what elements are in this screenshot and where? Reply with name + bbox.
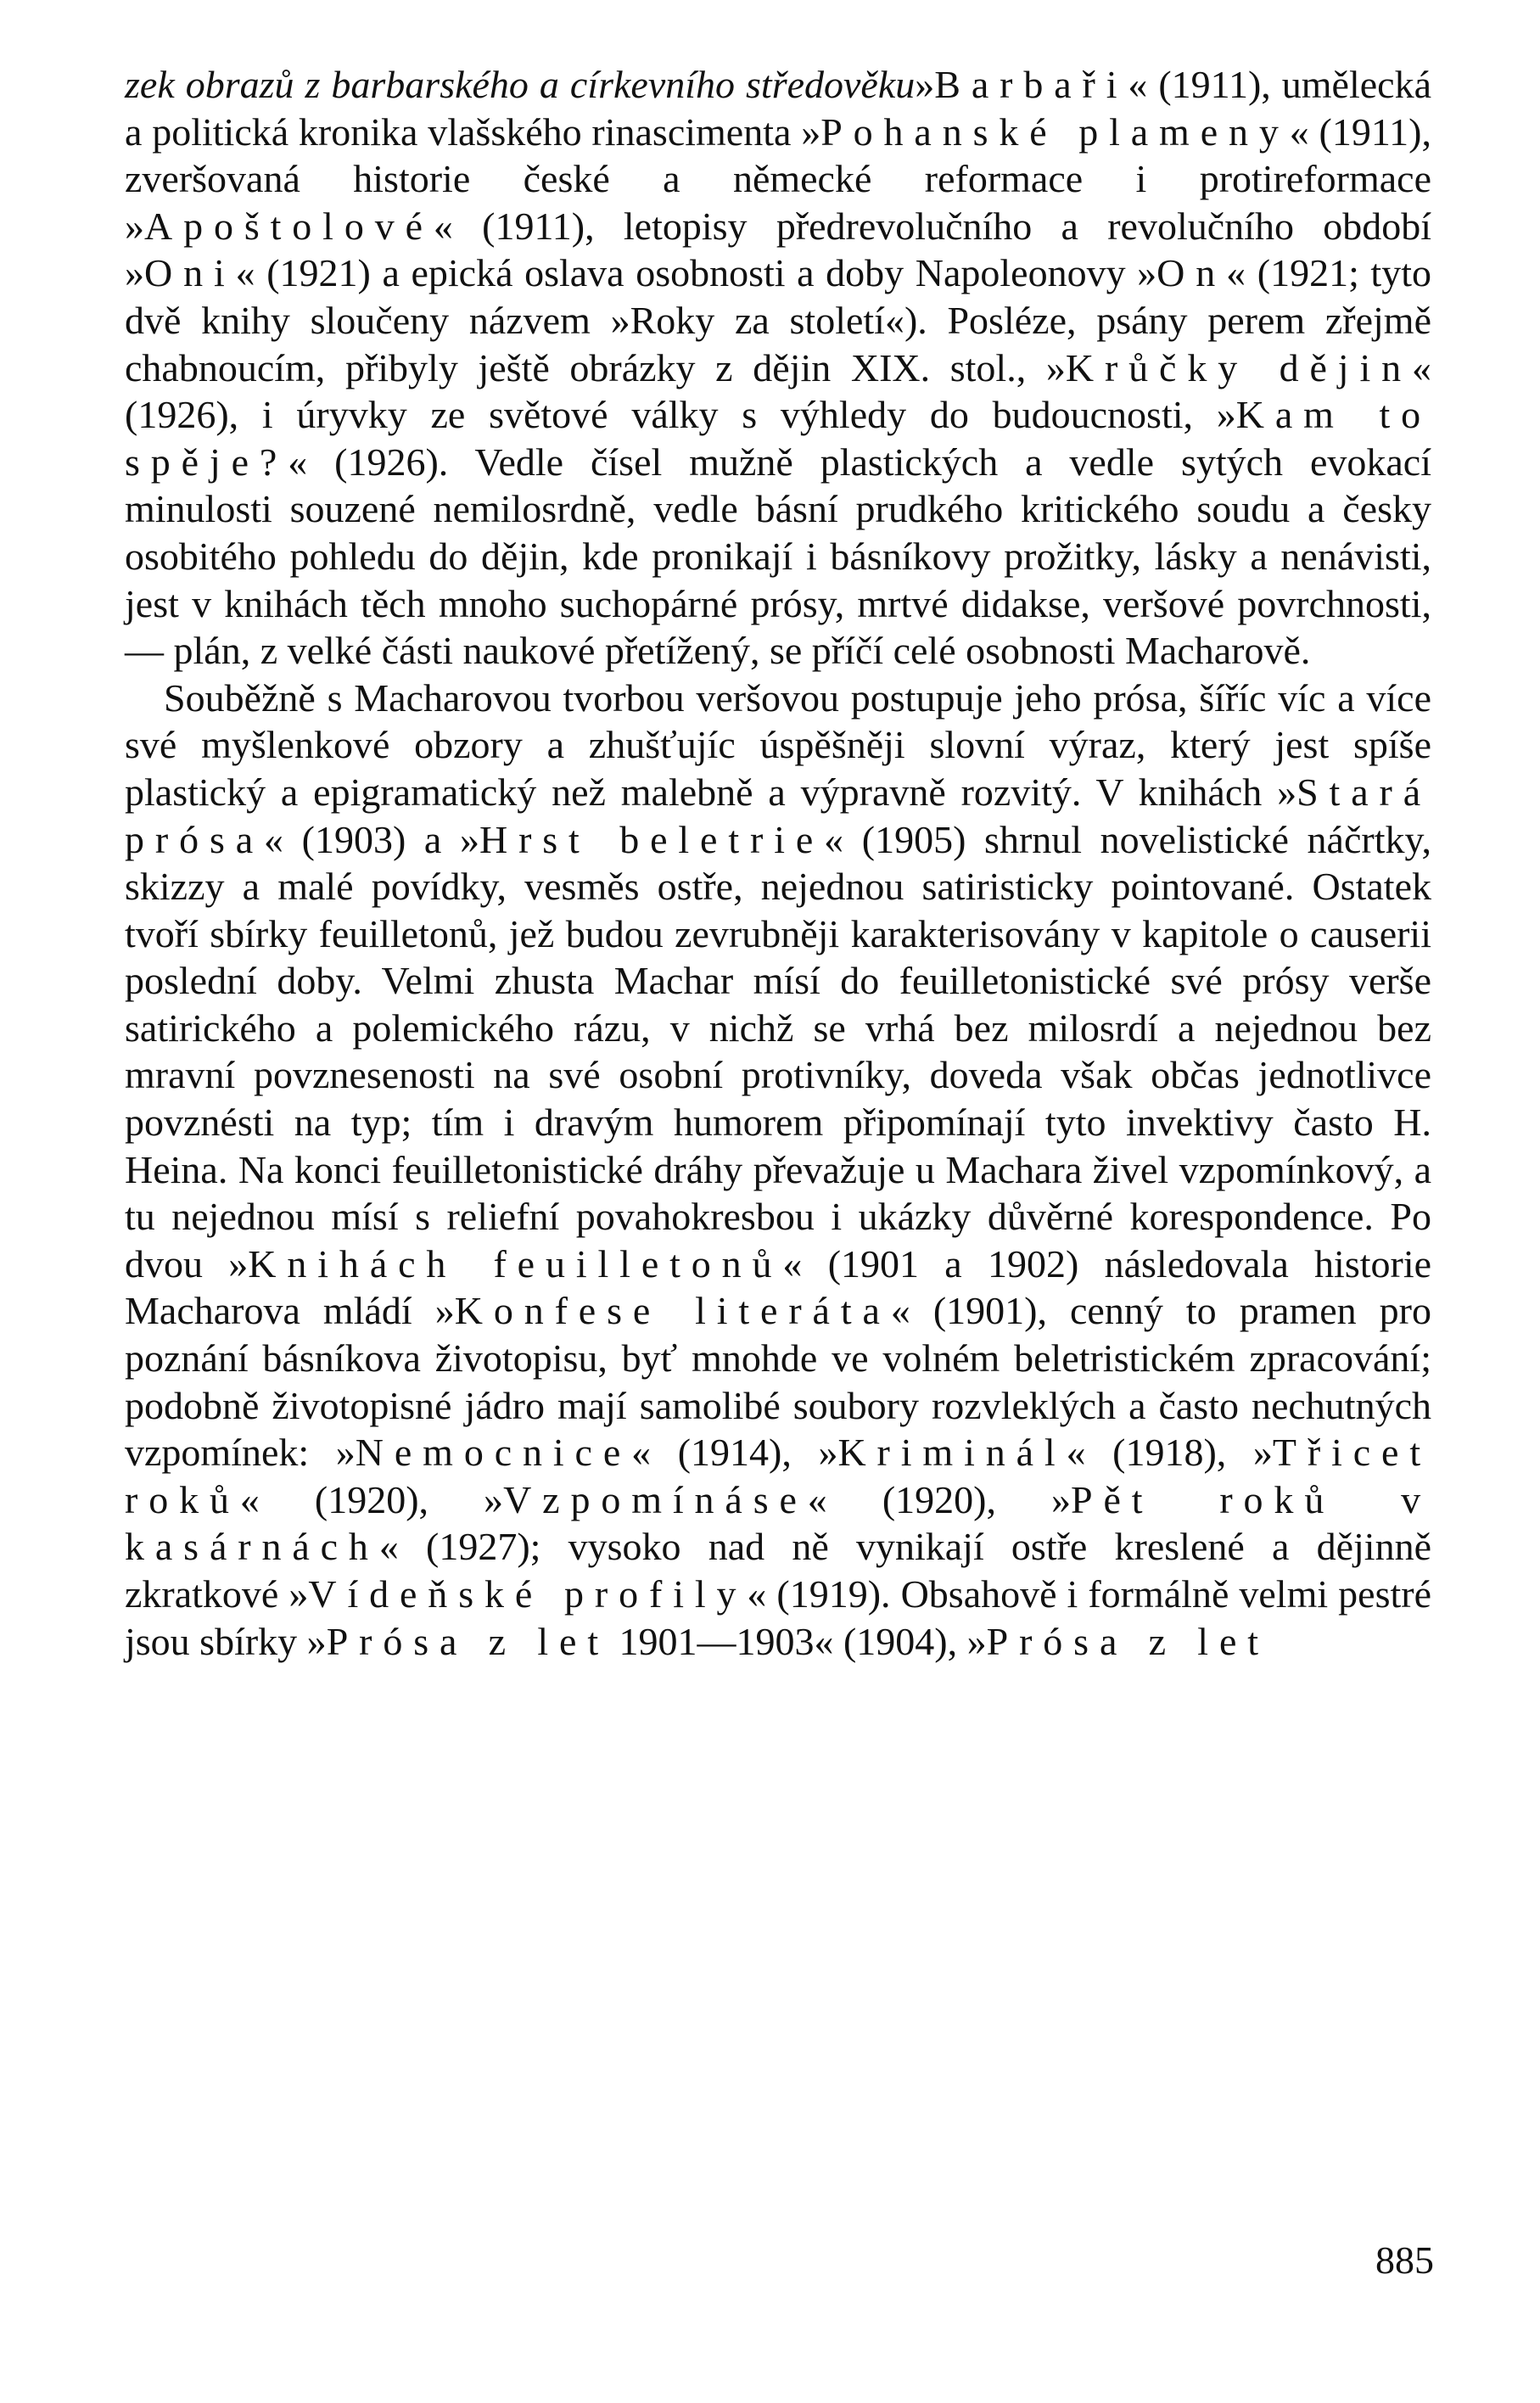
- spaced-title: Barbaři: [934, 63, 1128, 106]
- text-segment: « (1911), letopisy předrevolučního a revolučního období »: [125, 204, 1431, 295]
- spaced-title: Kriminál: [837, 1431, 1067, 1475]
- text-segment: zek obrazů z barbarského a církevního středověku: [125, 63, 916, 106]
- text-segment: « (1919). Obsahově i formálně velmi pestré jsou sbírky »: [125, 1572, 1431, 1663]
- text-segment: « (1905) shrnul novelistické náčrtky, skizzy a malé povídky, vesměs ostře, nejednou satiristicky pointované. Ostatek tvoří sbírky feuilletonů, jež budou zevrubněji karakterisovány v kapitole o causerii poslední doby. Velmi zhusta Machar mísí do feuilletonistické své prósy verše satirického a polemického rázu, v nichž se vrhá bez milosrdí a nejednou bez mravní povznesenosti na své osobní protivníky, doveda však občas jednotlivce povznésti na typ; tím i dravým humorem připomínají tyto invektivy často H. Heina. Na konci feuilletonistické dráhy převažuje u Machara živel vzpomínkový, a tu nejednou mísí s reliefní povahokresbou i ukázky důvěrné korespondence. Po dvou »: [125, 817, 1432, 1286]
- text-segment: « (1903) a »: [264, 817, 479, 861]
- text-segment: 1901—1903« (1904), »: [608, 1619, 987, 1663]
- spaced-title: Vídeňské profily: [308, 1572, 748, 1616]
- spaced-title: Knihách feuilletonů: [248, 1241, 783, 1286]
- text-segment: Souběžně s Macharovou tvorbou veršovou postupuje jeho prósa, šíříc víc a více své myšlenkové obzory a zhušťujíc úspěšněji slovní výraz, který jest spíše plastický a epigramatický než malebně a výpravně rozvitý. V knihách »: [125, 675, 1431, 814]
- text-segment: « (1920), »: [239, 1477, 504, 1521]
- spaced-title: On: [1156, 251, 1227, 295]
- text-segment: « (1901 a 1902) následovala historie Macharova mládí »: [125, 1241, 1432, 1333]
- text-segment: « (1926). Vedle čísel mužně plastických a vedle sytých evokací minulosti souzené nemilosrdně, vedle básní prudkého kritického soudu a česky osobitého pohledu do dějin, kde pronikají i básníkovy prožitky, lásky a nenávisti, jest v knihách těch mnoho suchopárné prósy, mrtvé didakse, veršové povrchnosti, — plán, z velké části naukové přetížený, se příčí celé osobnosti Macharově.: [125, 440, 1431, 673]
- spaced-title: Kam to spěje?: [125, 393, 1431, 484]
- spaced-title: Třicet roků: [125, 1431, 1431, 1521]
- spaced-title: Oni: [144, 251, 236, 295]
- spaced-title: Vzpomínáse: [503, 1477, 808, 1521]
- paragraph-1: [125, 61, 1431, 675]
- text-segment: « (1914), »: [631, 1431, 838, 1475]
- page-number: 885: [1375, 2238, 1434, 2282]
- text-segment: « (1911), zveršovaná historie české a německé reformace i protireformace »: [125, 109, 1431, 248]
- book-page: [125, 61, 1431, 1665]
- text-segment: « (1926), i úryvky ze světové války s výhledy do budoucnosti, »: [125, 345, 1431, 437]
- spaced-title: Prósa z let: [986, 1619, 1269, 1663]
- text-segment: « (1927); vysoko nad ně vynikají ostře kreslené a dějinně zkratkové »: [125, 1525, 1431, 1616]
- text-segment: « (1911), umělecká a politická kronika vlašského rinascimenta »: [125, 63, 1431, 154]
- spaced-title: Stará prósa: [125, 770, 1431, 861]
- spaced-title: Apoštolové: [144, 204, 434, 248]
- spaced-title: Konfese literáta: [454, 1289, 891, 1333]
- spaced-title: Hrst beletrie: [479, 817, 825, 861]
- spaced-title: Pět roků v kasárnách: [125, 1477, 1431, 1569]
- spaced-title: Prósa z let: [326, 1619, 609, 1663]
- text-segment: « (1901), cenný to pramen pro poznání básníkova životopisu, byť mnohde ve volném beletristickém zpracování; podobně životopisné jádro mají samolibé soubory rozvleklých a často nechutných vzpomínek: »: [125, 1289, 1431, 1475]
- spaced-title: Pohanské plameny: [820, 109, 1290, 154]
- paragraph-2: [125, 675, 1431, 1665]
- spaced-title: Krůčky dějin: [1065, 345, 1412, 389]
- text-segment: « (1920), »: [807, 1477, 1072, 1521]
- text-segment: « (1921) a epická oslava osobnosti a doby Napoleonovy »: [235, 251, 1157, 295]
- text-segment: »: [915, 63, 935, 106]
- spaced-title: Nemocnice: [355, 1431, 632, 1475]
- text-segment: « (1918), »: [1066, 1431, 1273, 1475]
- text-segment: « (1921; tyto dvě knihy sloučeny názvem »Roky za století«). Posléze, psány perem zřejmě chabnoucím, přibyly ještě obrázky z dějin XIX. stol., »: [125, 251, 1431, 389]
